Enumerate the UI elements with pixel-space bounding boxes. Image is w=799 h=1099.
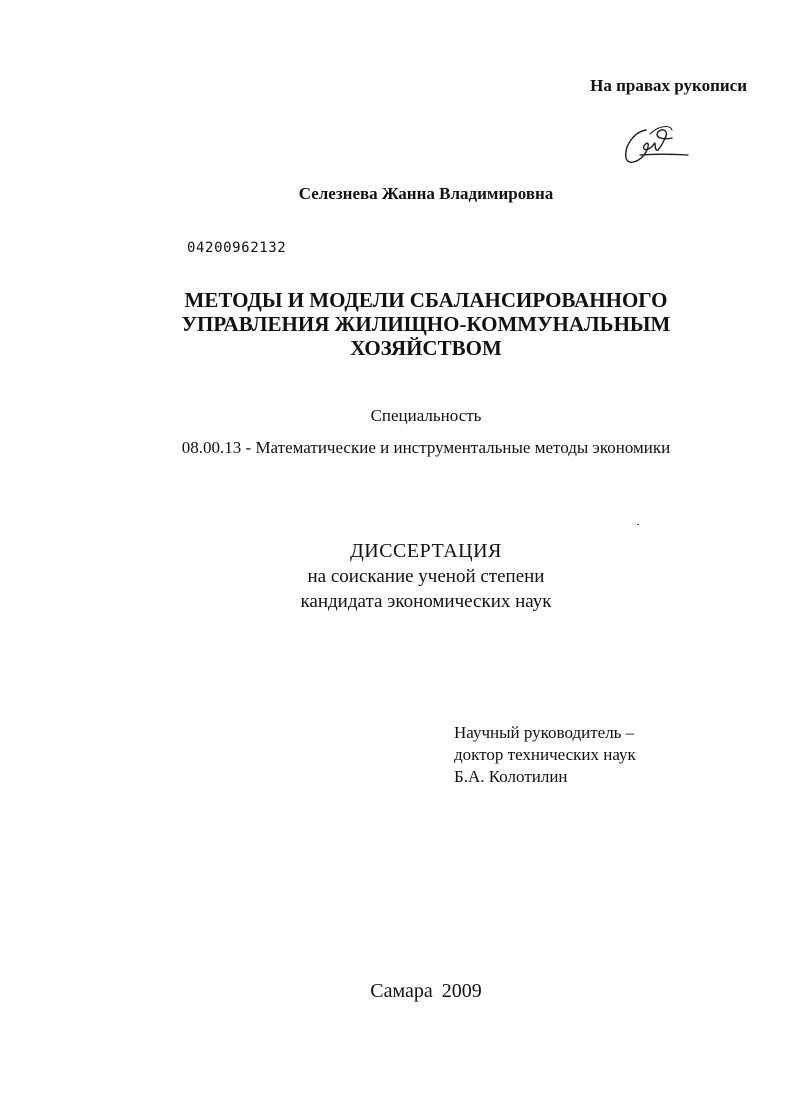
supervisor-role: Научный руководитель – bbox=[454, 723, 635, 742]
title-line: УПРАВЛЕНИЯ ЖИЛИЩНО-КОММУНАЛЬНЫМ bbox=[181, 312, 671, 336]
author-name: Селезнева Жанна Владимировна bbox=[298, 184, 554, 203]
degree-sought bbox=[0, 564, 799, 614]
place-year: Самара 2009 bbox=[370, 980, 482, 1002]
handwritten-signature bbox=[620, 122, 692, 168]
title-line: ХОЗЯЙСТВОМ bbox=[350, 336, 502, 360]
supervisor-name: Б.А. Колотилин bbox=[454, 767, 568, 786]
work-type: ДИССЕРТАЦИЯ bbox=[350, 540, 502, 562]
degree-line: на соискание ученой степени bbox=[307, 566, 545, 587]
scan-speck bbox=[637, 524, 639, 525]
title-line: МЕТОДЫ И МОДЕЛИ СБАЛАНСИРОВАННОГО bbox=[184, 288, 668, 312]
specialty-label: Специальность bbox=[370, 406, 482, 425]
specialty-value: 08.00.13 - Математические и инструментальные методы экономики bbox=[181, 438, 671, 457]
supervisor-degree: доктор технических наук bbox=[454, 745, 636, 764]
supervisor-block bbox=[454, 722, 636, 788]
degree-line: кандидата экономических наук bbox=[300, 591, 552, 612]
rights-notice: На правах рукописи bbox=[590, 76, 747, 95]
dissertation-title bbox=[0, 288, 799, 360]
document-code: 04200962132 bbox=[187, 240, 287, 256]
